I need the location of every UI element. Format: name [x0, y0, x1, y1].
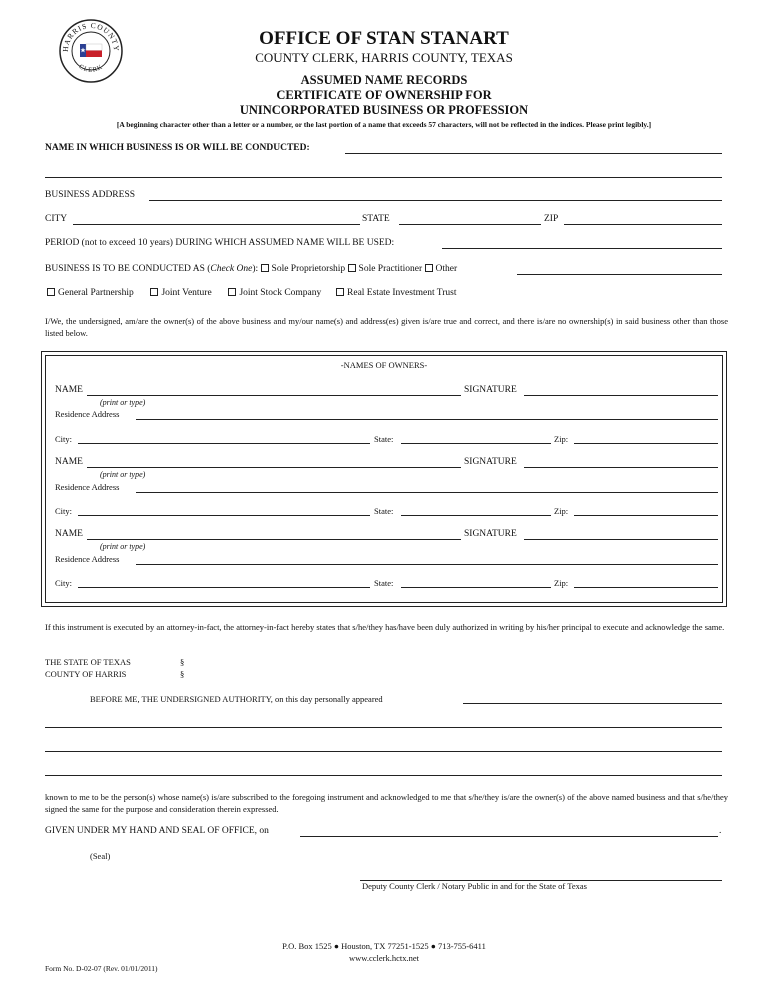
- period-label: PERIOD (not to exceed 10 years) DURING WHICH ASSUMED NAME WILL BE USED:: [45, 238, 395, 248]
- given-period: .: [719, 826, 722, 836]
- owner-2-city-field[interactable]: [78, 515, 370, 516]
- svg-text:HARRIS COUNTY: HARRIS COUNTY: [60, 20, 122, 53]
- owner-3-zip-label: Zip:: [554, 578, 569, 588]
- owner-3-signature-label: SIGNATURE: [464, 529, 517, 539]
- owner-1-zip-field[interactable]: [574, 443, 718, 444]
- footer-website: www.cclerk.hctx.net: [348, 953, 420, 963]
- option-label: General Partnership: [58, 288, 134, 298]
- office-title: OFFICE OF STAN STANART: [259, 28, 509, 49]
- checkbox-sole-practitioner[interactable]: [348, 264, 423, 274]
- conducted-as-suffix: ):: [252, 264, 259, 274]
- checkbox-sole-proprietorship[interactable]: [261, 264, 346, 274]
- checkbox-icon: [228, 288, 236, 296]
- state-of-texas: THE STATE OF TEXAS: [45, 657, 131, 667]
- section-mark-1: §: [180, 657, 185, 667]
- owner-1-signature-field[interactable]: [524, 395, 718, 396]
- city-label: CITY: [45, 214, 68, 224]
- checkbox-general-partnership[interactable]: [47, 288, 134, 298]
- checkbox-icon: [150, 288, 158, 296]
- owner-2-residence-label: Residence Address: [55, 482, 120, 492]
- business-name-field[interactable]: [345, 153, 722, 154]
- checkbox-other[interactable]: [425, 264, 458, 274]
- owner-2-print-hint: (print or type): [100, 470, 146, 479]
- checkbox-icon: [425, 264, 433, 272]
- checkbox-icon: [47, 288, 55, 296]
- option-label: Joint Venture: [161, 288, 212, 298]
- county-of-harris: COUNTY OF HARRIS: [45, 669, 127, 679]
- owner-3-signature-field[interactable]: [524, 539, 718, 540]
- check-one-hint: Check One: [210, 264, 253, 274]
- conducted-as-prefix: BUSINESS IS TO BE CONDUCTED AS (: [45, 264, 211, 274]
- checkbox-icon: [348, 264, 356, 272]
- owner-2-signature-label: SIGNATURE: [464, 457, 517, 467]
- seal-label: (Seal): [90, 851, 111, 861]
- checkbox-joint-stock-company[interactable]: [228, 288, 321, 298]
- owner-2-state-field[interactable]: [401, 515, 551, 516]
- business-name-label: NAME IN WHICH BUSINESS IS OR WILL BE CONDUCTED:: [45, 143, 310, 153]
- svg-text:CLERK: CLERK: [77, 63, 105, 74]
- owner-3-residence-label: Residence Address: [55, 554, 120, 564]
- doc-title-line-1: ASSUMED NAME RECORDS: [300, 73, 468, 87]
- owners-box: [41, 351, 727, 607]
- option-label: Real Estate Investment Trust: [347, 288, 457, 298]
- option-label: Sole Proprietorship: [271, 264, 346, 274]
- appeared-field-line-3[interactable]: [45, 751, 722, 752]
- doc-title-line-3: UNINCORPORATED BUSINESS OR PROFESSION: [239, 103, 529, 117]
- owner-1-state-label: State:: [374, 434, 394, 444]
- state-label: STATE: [362, 214, 390, 224]
- owner-1-name-field[interactable]: [87, 395, 461, 396]
- conducted-as-row-2: [47, 288, 457, 298]
- owner-3-residence-field[interactable]: [136, 564, 718, 565]
- owner-3-name-label: NAME: [55, 529, 83, 539]
- form-number: Form No. D-02-07 (Rev. 01/01/2011): [45, 964, 158, 973]
- owner-2-zip-field[interactable]: [574, 515, 718, 516]
- owner-3-city-label: City:: [55, 578, 73, 588]
- known-to-me-text: known to me to be the person(s) whose name(s) is/are subscribed to the foregoing instrument and acknowledged to me that s/he/they is/are the owner(s) of the above named business and that s/he/they signed the same for the purpose and consideration therein expressed.: [45, 792, 728, 814]
- business-address-label: BUSINESS ADDRESS: [45, 190, 136, 200]
- option-label: Other: [435, 264, 458, 274]
- zip-label: ZIP: [544, 214, 559, 224]
- option-label: Joint Stock Company: [239, 288, 322, 298]
- section-mark-2: §: [180, 669, 185, 679]
- owner-1-city-label: City:: [55, 434, 73, 444]
- checkbox-reit[interactable]: [336, 288, 457, 298]
- appeared-field-line-4[interactable]: [45, 775, 722, 776]
- city-field[interactable]: [73, 224, 360, 225]
- owner-1-city-field[interactable]: [78, 443, 370, 444]
- checkbox-icon: [336, 288, 344, 296]
- checkbox-joint-venture[interactable]: [150, 288, 211, 298]
- owner-3-print-hint: (print or type): [100, 542, 146, 551]
- checkbox-icon: [261, 264, 269, 272]
- instruction-note: [A beginning character other than a letter or a number, or the last portion of a name that exceeds 57 characters, will not be reflected in the indices. Please print legibly.]: [116, 120, 652, 129]
- other-field[interactable]: [517, 274, 722, 275]
- conducted-as-row: [45, 264, 457, 274]
- owner-2-residence-field[interactable]: [136, 492, 718, 493]
- footer-address: P.O. Box 1525 ● Houston, TX 77251-1525 ● 713-755-6411: [282, 941, 486, 951]
- owner-2-state-label: State:: [374, 506, 394, 516]
- before-me-text: BEFORE ME, THE UNDERSIGNED AUTHORITY, on this day personally appeared: [90, 694, 383, 704]
- business-name-field-line-2[interactable]: [45, 177, 722, 178]
- owner-1-residence-label: Residence Address: [55, 409, 120, 419]
- business-address-field[interactable]: [149, 200, 722, 201]
- owners-heading: -NAMES OF OWNERS-: [340, 360, 428, 370]
- office-subtitle: COUNTY CLERK, HARRIS COUNTY, TEXAS: [255, 50, 513, 65]
- owner-1-print-hint: (print or type): [100, 398, 146, 407]
- given-date-field[interactable]: [300, 836, 718, 837]
- owner-1-state-field[interactable]: [401, 443, 551, 444]
- owner-3-city-field[interactable]: [78, 587, 370, 588]
- zip-field[interactable]: [564, 224, 722, 225]
- owner-1-zip-label: Zip:: [554, 434, 569, 444]
- owner-2-name-field[interactable]: [87, 467, 461, 468]
- owner-1-name-label: NAME: [55, 385, 83, 395]
- owner-3-zip-field[interactable]: [574, 587, 718, 588]
- attorney-in-fact-text: If this instrument is executed by an attorney-in-fact, the attorney-in-fact hereby states that s/he/they has/have been duly authorized in writing by his/her principal to execute and acknowledge the same.: [45, 622, 725, 632]
- option-label: Sole Practitioner: [358, 264, 423, 274]
- period-field[interactable]: [442, 248, 722, 249]
- owner-3-state-field[interactable]: [401, 587, 551, 588]
- state-field[interactable]: [399, 224, 541, 225]
- owner-2-signature-field[interactable]: [524, 467, 718, 468]
- owner-3-state-label: State:: [374, 578, 394, 588]
- owner-2-zip-label: Zip:: [554, 506, 569, 516]
- doc-title-line-2: CERTIFICATE OF OWNERSHIP FOR: [276, 88, 492, 102]
- owner-2-city-label: City:: [55, 506, 73, 516]
- appeared-field[interactable]: [463, 703, 722, 704]
- owner-3-name-field[interactable]: [87, 539, 461, 540]
- owner-1-residence-field[interactable]: [136, 419, 718, 420]
- owner-2-name-label: NAME: [55, 457, 83, 467]
- appeared-field-line-2[interactable]: [45, 727, 722, 728]
- owner-1-signature-label: SIGNATURE: [464, 385, 517, 395]
- deputy-line-label: Deputy County Clerk / Notary Public in and for the State of Texas: [362, 881, 587, 891]
- declaration-text: I/We, the undersigned, am/are the owner(s) of the above business and my/our name(s) and address(es) given is/are true and correct, and there is/are no ownership(s) in said business other than those listed below.: [45, 316, 728, 338]
- given-under-label: GIVEN UNDER MY HAND AND SEAL OF OFFICE, on: [45, 826, 269, 836]
